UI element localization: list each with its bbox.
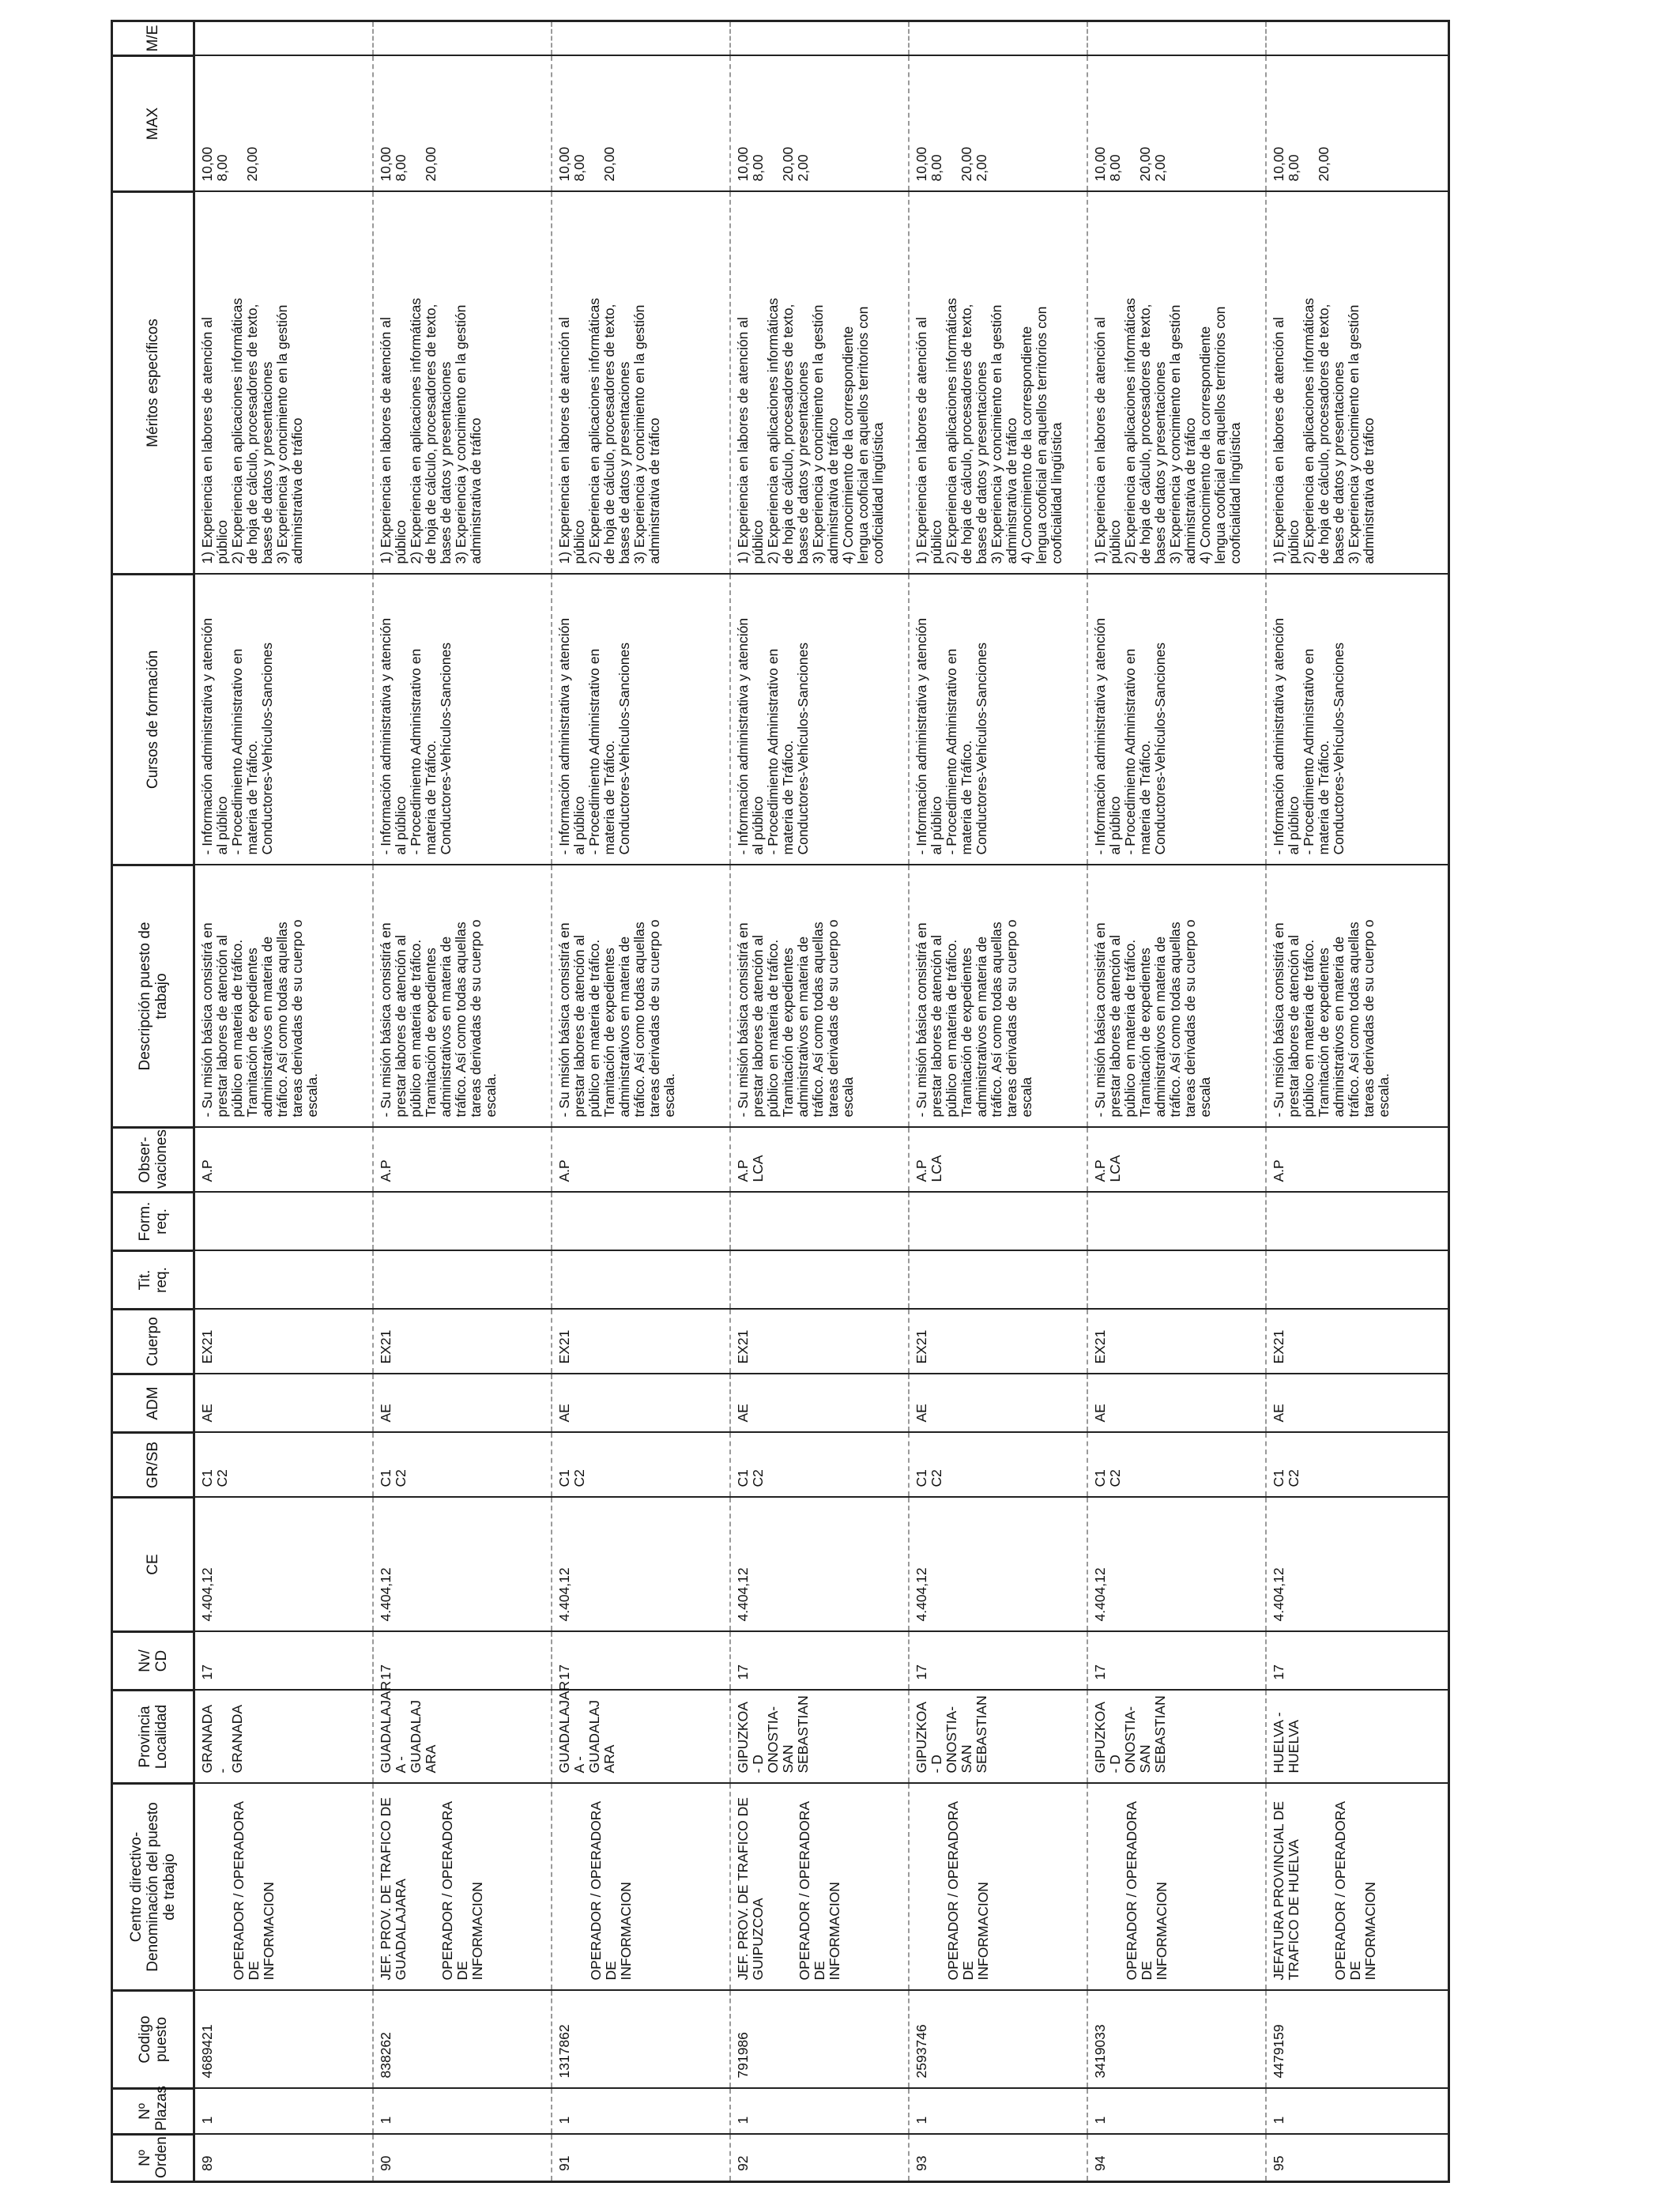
cell-max: 10,00 8,00 20,00 (373, 56, 552, 192)
cell-provincia: HUELVA - HUELVA (1266, 1691, 1449, 1784)
cell-cuerpo: EX21 (194, 1310, 373, 1374)
centro-directivo: JEF. PROV. DE TRAFICO DE GUIPUZCOA (734, 1797, 766, 1981)
cell-provincia: GUADALAJAR A - GUADALAJ ARA (552, 1691, 730, 1784)
cell-codigo: 4479159 (1266, 1991, 1449, 2089)
cell-adm: AE (1087, 1374, 1266, 1433)
cell-nivel: 17 (1087, 1632, 1266, 1691)
table-row (552, 21, 730, 2182)
cell-meritos: 1) Experiencia en labores de atención al público 2) Experiencia en aplicaciones informáticas de hoja de cálculo, procesadores de texto, bases de datos y presentaciones 3) Experiencia y concimiento en la gestión administrativa de tráfico 4) Conocimiento de la correspondiente lengua cooficial en aquellos territorios con cooficialidad lingüística (909, 192, 1087, 575)
cell-me (730, 21, 909, 56)
cell-meritos: 1) Experiencia en labores de atención al público 2) Experiencia en aplicaciones informáticas de hoja de cálculo, procesadores de texto, bases de datos y presentaciones 3) Experiencia y concimiento en la gestión administrativa de tráfico (552, 192, 730, 575)
cell-orden: 95 (1266, 2135, 1449, 2182)
cell-tit (909, 1251, 1087, 1310)
cell-cursos: - Información administrativa y atención al público - Procedimiento Administrativo en materia de Tráfico. Conductores-Vehículos-Sanciones (373, 575, 552, 865)
cell-obs: A.P (373, 1128, 552, 1193)
cell-form (552, 1193, 730, 1251)
cell-codigo: 791986 (730, 1991, 909, 2089)
header-obs: Obser- vaciones (112, 1128, 194, 1193)
cell-tit (194, 1251, 373, 1310)
puesto-denominacion: OPERADOR / OPERADORA DE INFORMACION (944, 1801, 991, 1981)
cell-centro (909, 1784, 1087, 1991)
cell-grsb: C1 C2 (1087, 1433, 1266, 1498)
cell-meritos: 1) Experiencia en labores de atención al público 2) Experiencia en aplicaciones informáticas de hoja de cálculo, procesadores de texto, bases de datos y presentaciones 3) Experiencia y concimiento en la gestión administrativa de tráfico (194, 192, 373, 575)
cell-ce: 4.404,12 (1087, 1498, 1266, 1632)
cell-obs: A.P LCA (1087, 1128, 1266, 1193)
cell-tit (373, 1251, 552, 1310)
cell-nivel: 17 (909, 1632, 1087, 1691)
cell-form (194, 1193, 373, 1251)
cell-orden: 93 (909, 2135, 1087, 2182)
cell-nivel: 17 (1266, 1632, 1449, 1691)
header-cuerpo: Cuerpo (112, 1310, 194, 1374)
cell-meritos: 1) Experiencia en labores de atención al público 2) Experiencia en aplicaciones informáticas de hoja de cálculo, procesadores de texto, bases de datos y presentaciones 3) Experiencia y concimiento en la gestión administrativa de tráfico 4) Conocimiento de la correspondiente lengua cooficial en aquellos territorios con cooficialidad lingüística (730, 192, 909, 575)
cell-descripcion: - Su misión básica consistirá en prestar labores de atención al público en materia de tráfico. Tramitación de expedientes administrativos en materia de tráfico. Así como todas aquellas tareas derivadas de su cuerpo o escala. (194, 865, 373, 1128)
header-grsb: GR/SB (112, 1433, 194, 1498)
cell-orden: 91 (552, 2135, 730, 2182)
cell-plazas: 1 (730, 2089, 909, 2135)
cell-codigo: 838262 (373, 1991, 552, 2089)
puesto-denominacion: OPERADOR / OPERADORA DE INFORMACION (231, 1801, 277, 1981)
cell-tit (1087, 1251, 1266, 1310)
cell-cursos: - Información administrativa y atención al público - Procedimiento Administrativo en materia de Tráfico. Conductores-Vehículos-Sanciones (194, 575, 373, 865)
cell-obs: A.P (1266, 1128, 1449, 1193)
centro-directivo: JEFATURA PROVINCIAL DE TRAFICO DE HUELVA (1270, 1800, 1301, 1981)
cell-meritos: 1) Experiencia en labores de atención al público 2) Experiencia en aplicaciones informáticas de hoja de cálculo, procesadores de texto, bases de datos y presentaciones 3) Experiencia y concimiento en la gestión administrativa de tráfico (1266, 192, 1449, 575)
cell-plazas: 1 (1087, 2089, 1266, 2135)
cell-nivel: 17 (552, 1632, 730, 1691)
puesto-denominacion: OPERADOR / OPERADORA DE INFORMACION (587, 1801, 634, 1981)
cell-centro (373, 1784, 552, 1991)
cell-ce: 4.404,12 (194, 1498, 373, 1632)
cell-grsb: C1 C2 (1266, 1433, 1449, 1498)
cell-codigo: 1317862 (552, 1991, 730, 2089)
header-descripcion: Descripción puesto de trabajo (112, 865, 194, 1128)
cell-centro (1266, 1784, 1449, 1991)
cell-cuerpo: EX21 (1087, 1310, 1266, 1374)
cell-cuerpo: EX21 (552, 1310, 730, 1374)
cell-plazas: 1 (552, 2089, 730, 2135)
cell-form (1266, 1193, 1449, 1251)
cell-form (909, 1193, 1087, 1251)
table-row (373, 21, 552, 2182)
cell-descripcion: - Su misión básica consistirá en prestar labores de atención al público en materia de tráfico. Tramitación de expedientes administrativos en materia de tráfico. Así como todas aquellas tareas derivadas de su cuerpo o escala. (552, 865, 730, 1128)
job-positions-table (111, 20, 1450, 2183)
cell-descripcion: - Su misión básica consistirá en prestar labores de atención al público en materia de tráfico. Tramitación de expedientes administrativos en materia de tráfico. Así como todas aquellas tareas derivadas de su cuerpo o escala (1087, 865, 1266, 1128)
cell-provincia: GIPUZKOA - D ONOSTIA-SAN SEBASTIAN (909, 1691, 1087, 1784)
cell-nivel: 17 (373, 1632, 552, 1691)
cell-grsb: C1 C2 (194, 1433, 373, 1498)
cell-cursos: - Información administrativa y atención al público - Procedimiento Administrativo en materia de Tráfico. Conductores-Vehículos-Sanciones (1087, 575, 1266, 865)
cell-orden: 89 (194, 2135, 373, 2182)
cell-max: 10,00 8,00 20,00 2,00 (909, 56, 1087, 192)
cell-ce: 4.404,12 (1266, 1498, 1449, 1632)
cell-me (1087, 21, 1266, 56)
header-form: Form. req. (112, 1193, 194, 1251)
cell-grsb: C1 C2 (373, 1433, 552, 1498)
cell-descripcion: - Su misión básica consistirá en prestar labores de atención al público en materia de tráfico. Tramitación de expedientes administrativos en materia de tráfico. Así como todas aquellas tareas derivadas de su cuerpo o escala. (373, 865, 552, 1128)
header-me: M/E (112, 21, 194, 56)
cell-cursos: - Información administrativa y atención al público - Procedimiento Administrativo en materia de Tráfico. Conductores-Vehículos-Sanciones (909, 575, 1087, 865)
cell-cursos: - Información administrativa y atención al público - Procedimiento Administrativo en materia de Tráfico. Conductores-Vehículos-Sanciones (552, 575, 730, 865)
header-plazas: Nº Plazas (112, 2089, 194, 2135)
cell-descripcion: - Su misión básica consistirá en prestar labores de atención al público en materia de tráfico. Tramitación de expedientes administrativos en materia de tráfico. Así como todas aquellas tareas derivadas de su cuerpo o escala. (1266, 865, 1449, 1128)
header-row (112, 21, 194, 2182)
puesto-denominacion: OPERADOR / OPERADORA DE INFORMACION (1123, 1801, 1170, 1981)
table-row (1087, 21, 1266, 2182)
cell-centro (194, 1784, 373, 1991)
cell-adm: AE (730, 1374, 909, 1433)
cell-descripcion: - Su misión básica consistirá en prestar labores de atención al público en materia de tráfico. Tramitación de expedientes administrativos en materia de tráfico. Así como todas aquellas tareas derivadas de su cuerpo o escala (730, 865, 909, 1128)
cell-plazas: 1 (194, 2089, 373, 2135)
cell-cuerpo: EX21 (909, 1310, 1087, 1374)
cell-nivel: 17 (194, 1632, 373, 1691)
cell-cuerpo: EX21 (1266, 1310, 1449, 1374)
cell-max: 10,00 8,00 20,00 2,00 (1087, 56, 1266, 192)
header-adm: ADM (112, 1374, 194, 1433)
header-nivel: Nv/ CD (112, 1632, 194, 1691)
header-tit: Tit. req. (112, 1251, 194, 1310)
cell-me (1266, 21, 1449, 56)
header-centro: Centro directivo- Denominación del puesto de trabajo (112, 1784, 194, 1991)
cell-orden: 92 (730, 2135, 909, 2182)
cell-grsb: C1 C2 (909, 1433, 1087, 1498)
header-max: MAX (112, 56, 194, 192)
cell-grsb: C1 C2 (552, 1433, 730, 1498)
cell-obs: A.P LCA (730, 1128, 909, 1193)
puesto-denominacion: OPERADOR / OPERADORA DE INFORMACION (439, 1801, 485, 1981)
cell-provincia: GUADALAJAR A - GUADALAJ ARA (373, 1691, 552, 1784)
cell-grsb: C1 C2 (730, 1433, 909, 1498)
cell-adm: AE (1266, 1374, 1449, 1433)
cell-max: 10,00 8,00 20,00 (194, 56, 373, 192)
cell-obs: A.P LCA (909, 1128, 1087, 1193)
header-orden: Nº Orden (112, 2135, 194, 2182)
cell-form (1087, 1193, 1266, 1251)
cell-orden: 94 (1087, 2135, 1266, 2182)
cell-adm: AE (909, 1374, 1087, 1433)
table-row (730, 21, 909, 2182)
cell-obs: A.P (552, 1128, 730, 1193)
cell-tit (1266, 1251, 1449, 1310)
cell-plazas: 1 (1266, 2089, 1449, 2135)
cell-tit (552, 1251, 730, 1310)
cell-meritos: 1) Experiencia en labores de atención al público 2) Experiencia en aplicaciones informáticas de hoja de cálculo, procesadores de texto, bases de datos y presentaciones 3) Experiencia y concimiento en la gestión administrativa de tráfico (373, 192, 552, 575)
header-cursos: Cursos de formación (112, 575, 194, 865)
cell-max: 10,00 8,00 20,00 (552, 56, 730, 192)
cell-me (373, 21, 552, 56)
cell-ce: 4.404,12 (552, 1498, 730, 1632)
cell-me (194, 21, 373, 56)
table-row (194, 21, 373, 2182)
cell-provincia: GIPUZKOA - D ONOSTIA-SAN SEBASTIAN (1087, 1691, 1266, 1784)
table-row (909, 21, 1087, 2182)
cell-centro (1087, 1784, 1266, 1991)
cell-cuerpo: EX21 (730, 1310, 909, 1374)
cell-provincia: GIPUZKOA - D ONOSTIA-SAN SEBASTIAN (730, 1691, 909, 1784)
cell-ce: 4.404,12 (373, 1498, 552, 1632)
puesto-denominacion: OPERADOR / OPERADORA DE INFORMACION (1332, 1801, 1378, 1981)
cell-tit (730, 1251, 909, 1310)
cell-centro (552, 1784, 730, 1991)
cell-max: 10,00 8,00 20,00 (1266, 56, 1449, 192)
table-row (1266, 21, 1449, 2182)
cell-nivel: 17 (730, 1632, 909, 1691)
cell-cursos: - Información administrativa y atención al público - Procedimiento Administrativo en materia de Tráfico. Conductores-Vehículos-Sanciones (1266, 575, 1449, 865)
cell-plazas: 1 (909, 2089, 1087, 2135)
cell-form (730, 1193, 909, 1251)
puesto-denominacion: OPERADOR / OPERADORA DE INFORMACION (796, 1801, 842, 1981)
cell-adm: AE (552, 1374, 730, 1433)
cell-obs: A.P (194, 1128, 373, 1193)
cell-adm: AE (194, 1374, 373, 1433)
cell-provincia: GRANADA - GRANADA (194, 1691, 373, 1784)
cell-codigo: 2593746 (909, 1991, 1087, 2089)
cell-me (909, 21, 1087, 56)
cell-codigo: 4689421 (194, 1991, 373, 2089)
cell-me (552, 21, 730, 56)
cell-adm: AE (373, 1374, 552, 1433)
cell-plazas: 1 (373, 2089, 552, 2135)
cell-form (373, 1193, 552, 1251)
cell-ce: 4.404,12 (909, 1498, 1087, 1632)
cell-cuerpo: EX21 (373, 1310, 552, 1374)
cell-centro (730, 1784, 909, 1991)
cell-orden: 90 (373, 2135, 552, 2182)
header-codigo: Codigo puesto (112, 1991, 194, 2089)
cell-max: 10,00 8,00 20,00 2,00 (730, 56, 909, 192)
header-meritos: Méritos específicos (112, 192, 194, 575)
cell-meritos: 1) Experiencia en labores de atención al público 2) Experiencia en aplicaciones informáticas de hoja de cálculo, procesadores de texto, bases de datos y presentaciones 3) Experiencia y concimiento en la gestión administrativa de tráfico 4) Conocimiento de la correspondiente lengua cooficial en aquellos territorios con cooficialidad lingüística (1087, 192, 1266, 575)
cell-descripcion: - Su misión básica consistirá en prestar labores de atención al público en materia de tráfico. Tramitación de expedientes administrativos en materia de tráfico. Así como todas aquellas tareas derivadas de su cuerpo o escala (909, 865, 1087, 1128)
cell-ce: 4.404,12 (730, 1498, 909, 1632)
cell-codigo: 3419033 (1087, 1991, 1266, 2089)
header-ce: CE (112, 1498, 194, 1632)
header-provincia: Provincia Localidad (112, 1691, 194, 1784)
cell-cursos: - Información administrativa y atención al público - Procedimiento Administrativo en materia de Tráfico. Conductores-Vehículos-Sanciones (730, 575, 909, 865)
centro-directivo: JEF. PROV. DE TRAFICO DE GUADALAJARA (377, 1797, 409, 1981)
